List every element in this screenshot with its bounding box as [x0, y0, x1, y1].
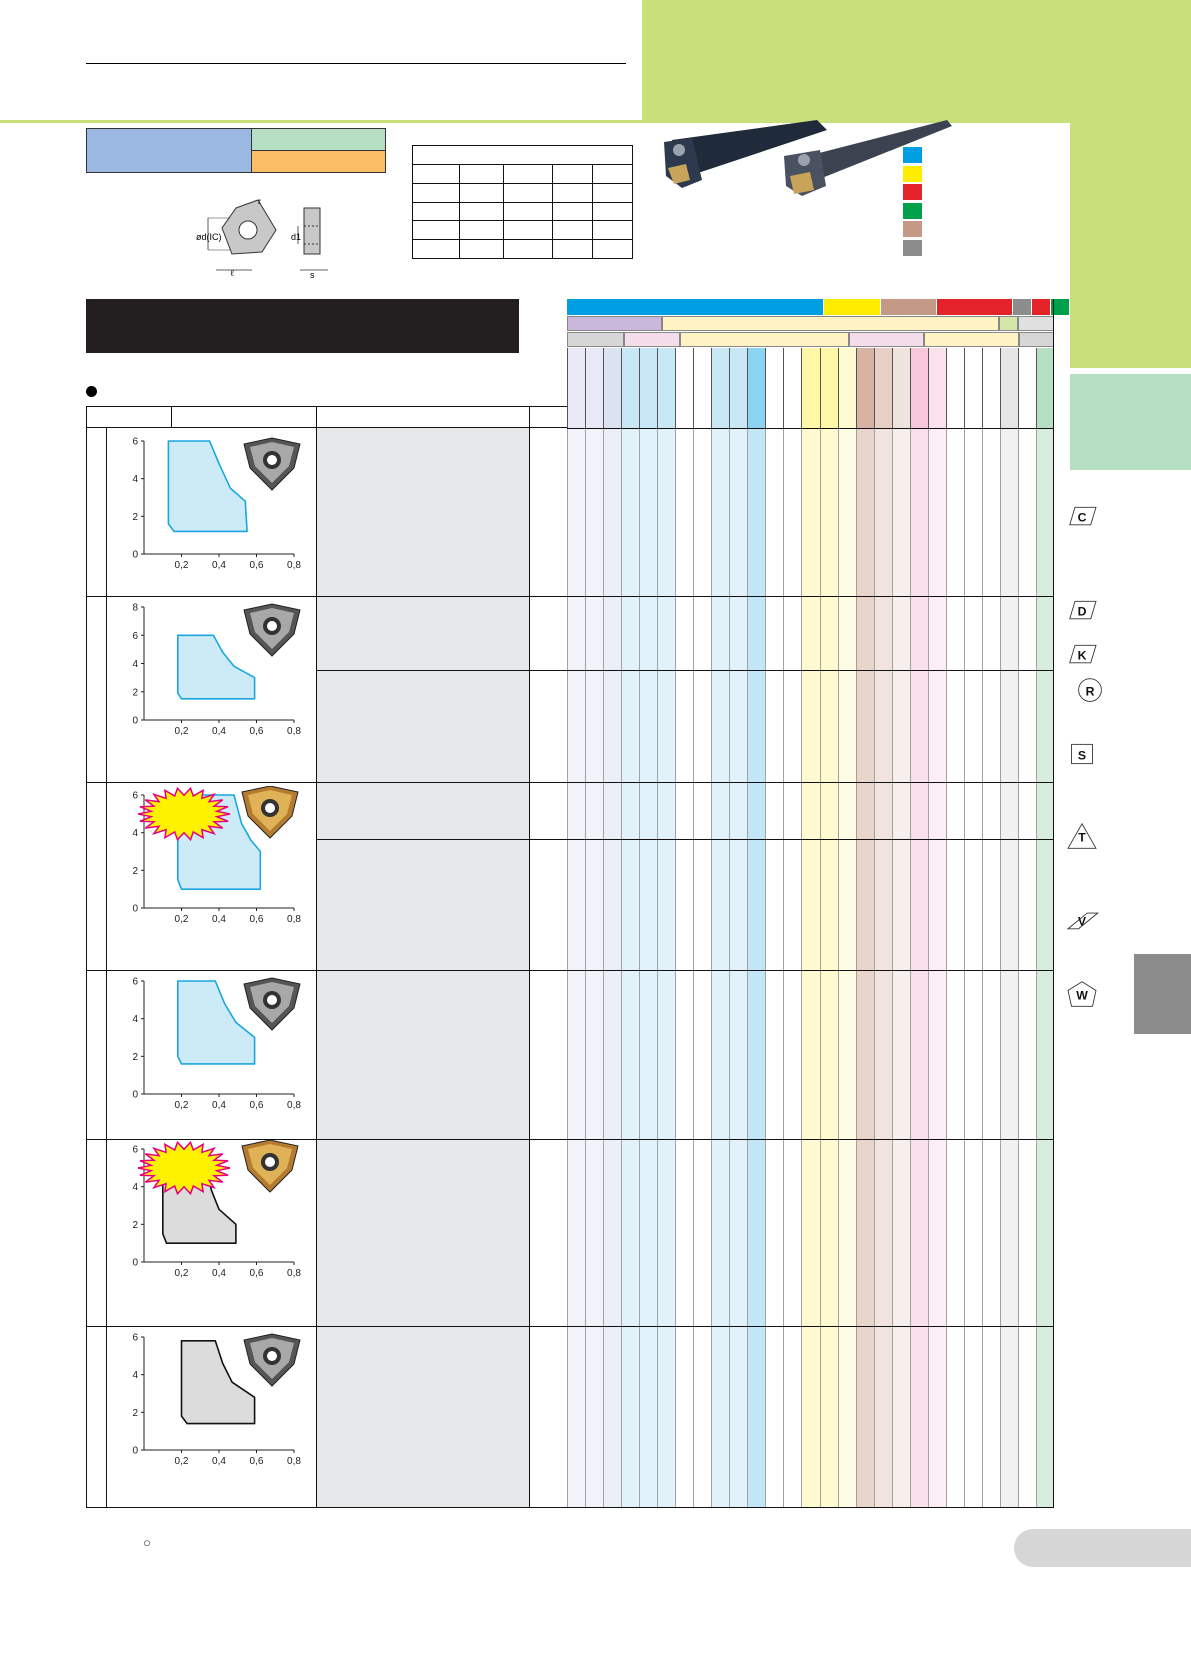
- grade-row-line: [567, 1139, 1054, 1140]
- label-l: ℓ: [230, 268, 235, 278]
- shape-r-icon[interactable]: [1072, 676, 1108, 704]
- cutting-range-area: [178, 635, 255, 699]
- cutting-range-area: [168, 441, 247, 531]
- grade-column: [729, 428, 747, 1508]
- grade-column: [1000, 428, 1018, 1508]
- workpiece-swatch: [903, 221, 922, 237]
- grade-subband-cell: [849, 332, 924, 347]
- grade-column-header: [1036, 348, 1054, 428]
- insert-geometry-diagram: [196, 190, 346, 280]
- y-tick-label: 6: [132, 436, 138, 448]
- shape-tab-v[interactable]: [1134, 873, 1191, 954]
- y-tick-label: 0: [132, 715, 138, 727]
- grade-column: [603, 428, 621, 1508]
- grade-column: [856, 428, 874, 1508]
- grade-column-header: [964, 348, 982, 428]
- grade-column: [910, 428, 928, 1508]
- desc-cell-2b: [317, 671, 529, 782]
- grade-row-line: [567, 1326, 1054, 1327]
- shape-tab-letter: R: [1085, 684, 1095, 699]
- shape-v-icon[interactable]: [1064, 906, 1100, 934]
- grade-column-header: [801, 348, 819, 428]
- shape-s-icon[interactable]: [1064, 740, 1100, 768]
- grade-column-header: [729, 348, 747, 428]
- x-tick-label: 0,4: [212, 1100, 226, 1111]
- shape-tab-letter: S: [1077, 748, 1087, 763]
- grade-grid: [567, 299, 1054, 1509]
- grade-column-header: [711, 348, 729, 428]
- grade-column: [693, 428, 711, 1508]
- y-tick-label: 8: [132, 602, 138, 614]
- grade-subband-cell: [1019, 332, 1054, 347]
- grade-column-header: [820, 348, 838, 428]
- grade-column-header: [765, 348, 783, 428]
- grade-band-cell: [1032, 299, 1051, 315]
- grade-column-header: [783, 348, 801, 428]
- x-tick-label: 0,6: [249, 914, 264, 925]
- x-tick-label: 0,8: [287, 726, 301, 737]
- y-tick-label: 0: [132, 903, 138, 915]
- x-tick-label: 0,8: [287, 1456, 301, 1467]
- sidebar-green-top: [1070, 120, 1191, 368]
- y-tick-label: 6: [132, 976, 138, 988]
- desc-cell-3a: [317, 783, 529, 839]
- y-tick-label: 4: [132, 1370, 138, 1382]
- x-tick-label: 0,2: [174, 560, 189, 571]
- cutting-range-chart: [110, 432, 310, 582]
- cutting-range-chart: [110, 598, 310, 748]
- desc-cell-4: [317, 971, 529, 1139]
- x-tick-label: 0,4: [212, 1456, 226, 1467]
- x-tick-label: 0,4: [212, 726, 226, 737]
- grade-subband-cell: [662, 316, 999, 331]
- y-tick-label: 4: [132, 828, 138, 840]
- workpiece-swatch: [903, 147, 922, 163]
- grade-column-header: [567, 348, 585, 428]
- grade-column: [621, 428, 639, 1508]
- section-title-bar: [86, 299, 519, 353]
- desc-cell-6: [317, 1327, 529, 1507]
- grade-grid-right-border: [1053, 299, 1054, 1508]
- y-tick-label: 4: [132, 1014, 138, 1026]
- workpiece-swatch: [903, 203, 922, 219]
- desc-cell-5: [317, 1140, 529, 1326]
- desc-cell-1: [317, 428, 529, 596]
- grade-column-header: [639, 348, 657, 428]
- x-tick-label: 0,2: [174, 1268, 189, 1279]
- x-tick-label: 0,6: [249, 726, 264, 737]
- shape-tab-letter: T: [1078, 830, 1086, 845]
- grade-column-header: [856, 348, 874, 428]
- y-tick-label: 0: [132, 1089, 138, 1101]
- shape-t-icon[interactable]: [1064, 822, 1100, 850]
- workpiece-swatch: [903, 184, 922, 200]
- grade-column: [585, 428, 603, 1508]
- grade-column-header: [838, 348, 856, 428]
- grade-subband-cell: [624, 332, 680, 347]
- grade-subband-cell: [924, 332, 1019, 347]
- x-tick-label: 0,2: [174, 914, 189, 925]
- y-tick-label: 0: [132, 1445, 138, 1457]
- y-tick-label: 2: [132, 1407, 138, 1419]
- grade-column: [928, 428, 946, 1508]
- grade-column-header: [657, 348, 675, 428]
- shape-tab-w[interactable]: [1134, 954, 1191, 1035]
- y-tick-label: 2: [132, 1051, 138, 1063]
- grade-column: [657, 428, 675, 1508]
- insert-chipbreaker-icon: [242, 786, 298, 838]
- label-d1: d1: [291, 232, 302, 242]
- shape-tab-t[interactable]: [1134, 793, 1191, 874]
- shape-tab-s[interactable]: [1134, 713, 1191, 794]
- grade-column: [820, 428, 838, 1508]
- x-tick-label: 0,8: [287, 1268, 301, 1279]
- x-tick-label: 0,6: [249, 1268, 264, 1279]
- x-tick-label: 0,4: [212, 914, 226, 925]
- grade-column-header: [1018, 348, 1036, 428]
- grade-column-header: [892, 348, 910, 428]
- y-tick-label: 2: [132, 1219, 138, 1231]
- desc-cell-3b: [317, 840, 529, 970]
- shape-c-icon[interactable]: [1064, 502, 1100, 530]
- x-tick-label: 0,8: [287, 1100, 301, 1111]
- grade-row-line: [567, 782, 1054, 783]
- sidebar-tab-header: [1070, 374, 1191, 470]
- desc-cell-2a: [317, 597, 529, 670]
- new-product-burst: [136, 786, 232, 842]
- grade-band-cell: [937, 299, 1013, 315]
- shape-tab-letter: D: [1077, 604, 1087, 619]
- bullet-icon: [86, 386, 97, 397]
- cutting-range-area: [182, 1341, 255, 1424]
- y-tick-label: 4: [132, 1182, 138, 1194]
- shape-tab-letter: C: [1077, 510, 1087, 525]
- grade-subband-cell: [567, 332, 624, 347]
- y-tick-label: 6: [132, 790, 138, 802]
- grade-column: [801, 428, 819, 1508]
- grade-row-line: [567, 596, 1054, 597]
- grade-column: [874, 428, 892, 1508]
- grade-column: [747, 428, 765, 1508]
- insert-chipbreaker-icon: [244, 604, 300, 656]
- x-tick-label: 0,4: [212, 560, 226, 571]
- grade-row-line: [567, 428, 1054, 429]
- grade-column-header: [946, 348, 964, 428]
- grade-column-header: [910, 348, 928, 428]
- grade-row-line: [567, 670, 1054, 671]
- grade-column: [783, 428, 801, 1508]
- grade-column-header: [1000, 348, 1018, 428]
- label-s: s: [310, 270, 315, 280]
- y-tick-label: 4: [132, 659, 138, 670]
- grade-band-cell: [567, 299, 824, 315]
- y-tick-label: 6: [132, 630, 138, 642]
- shape-k-icon[interactable]: [1064, 640, 1100, 668]
- insert-side-view: [304, 208, 320, 254]
- grade-row-line: [567, 970, 1054, 971]
- x-tick-label: 0,2: [174, 1456, 189, 1467]
- workpiece-swatch: [903, 240, 922, 256]
- grade-column: [711, 428, 729, 1508]
- insert-type-box-orange: [251, 150, 386, 173]
- grade-band-cell: [824, 299, 881, 315]
- grade-column: [1036, 428, 1054, 1508]
- grade-column-header: [585, 348, 603, 428]
- grade-column: [982, 428, 1000, 1508]
- grade-column: [639, 428, 657, 1508]
- cutting-range-chart: [110, 972, 310, 1122]
- x-tick-label: 0,6: [249, 560, 264, 571]
- grade-column: [567, 428, 585, 1508]
- cutting-range-chart: [110, 1328, 310, 1478]
- dimension-table: [412, 145, 633, 259]
- grade-column-header: [928, 348, 946, 428]
- grade-column: [892, 428, 910, 1508]
- insert-chipbreaker-icon: [244, 438, 300, 490]
- cutting-range-area: [178, 981, 255, 1064]
- y-tick-label: 4: [132, 474, 138, 486]
- grade-column: [838, 428, 856, 1508]
- label-diameter: ød(IC): [196, 232, 222, 242]
- header-green-rule: [0, 120, 1134, 123]
- grade-subband-cell: [567, 316, 662, 331]
- grade-column-header: [621, 348, 639, 428]
- x-tick-label: 0,6: [249, 1456, 264, 1467]
- grade-column-header: [675, 348, 693, 428]
- label-r: r: [258, 196, 261, 206]
- shape-tab-letter: W: [1076, 988, 1088, 1003]
- grade-column-header: [747, 348, 765, 428]
- y-tick-label: 2: [132, 865, 138, 877]
- new-product-burst: [136, 1140, 232, 1196]
- grade-column: [675, 428, 693, 1508]
- insert-type-box-green: [251, 128, 386, 151]
- grade-column-header: [874, 348, 892, 428]
- insert-chipbreaker-icon: [244, 978, 300, 1030]
- copyright-symbol: ○: [143, 1535, 151, 1550]
- grade-column: [946, 428, 964, 1508]
- insert-chipbreaker-icon: [244, 1334, 300, 1386]
- workpiece-swatch: [903, 166, 922, 182]
- x-tick-label: 0,2: [174, 726, 189, 737]
- shape-tab-letter: V: [1077, 914, 1087, 929]
- grade-row-line: [567, 1507, 1054, 1508]
- grade-column-header: [603, 348, 621, 428]
- x-tick-label: 0,4: [212, 1268, 226, 1279]
- header-green-block: [642, 0, 1191, 122]
- shape-tab-c[interactable]: [1134, 474, 1191, 555]
- y-tick-label: 0: [132, 1257, 138, 1269]
- grade-column: [1018, 428, 1036, 1508]
- grade-subband-cell: [999, 316, 1018, 331]
- insert-chipbreaker-icon: [242, 1140, 298, 1192]
- shape-d-icon[interactable]: [1064, 596, 1100, 624]
- insert-type-box-blue: [86, 128, 251, 173]
- grade-column: [765, 428, 783, 1508]
- y-tick-label: 2: [132, 511, 138, 523]
- title-rule: [86, 63, 626, 64]
- grade-row-line: [567, 839, 1054, 840]
- shape-tab-d[interactable]: [1134, 553, 1191, 634]
- y-tick-label: 6: [132, 1332, 138, 1344]
- grade-subband-cell: [1018, 316, 1054, 331]
- x-tick-label: 0,8: [287, 560, 301, 571]
- x-tick-label: 0,8: [287, 914, 301, 925]
- shape-w-icon[interactable]: [1064, 980, 1100, 1008]
- grade-column-header: [693, 348, 711, 428]
- grade-band-cell: [1013, 299, 1032, 315]
- grade-column: [964, 428, 982, 1508]
- y-tick-label: 2: [132, 687, 138, 699]
- shape-tab-letter: K: [1077, 648, 1087, 663]
- page-number-tab: [1014, 1529, 1191, 1567]
- grade-subband-cell: [680, 332, 849, 347]
- y-tick-label: 0: [132, 549, 138, 561]
- grade-column-header: [982, 348, 1000, 428]
- x-tick-label: 0,6: [249, 1100, 264, 1111]
- y-tick-label: 6: [132, 1144, 138, 1156]
- insert-hole: [239, 221, 257, 239]
- grade-band-cell: [881, 299, 937, 315]
- shape-tab-k[interactable]: [1134, 633, 1191, 714]
- x-tick-label: 0,2: [174, 1100, 189, 1111]
